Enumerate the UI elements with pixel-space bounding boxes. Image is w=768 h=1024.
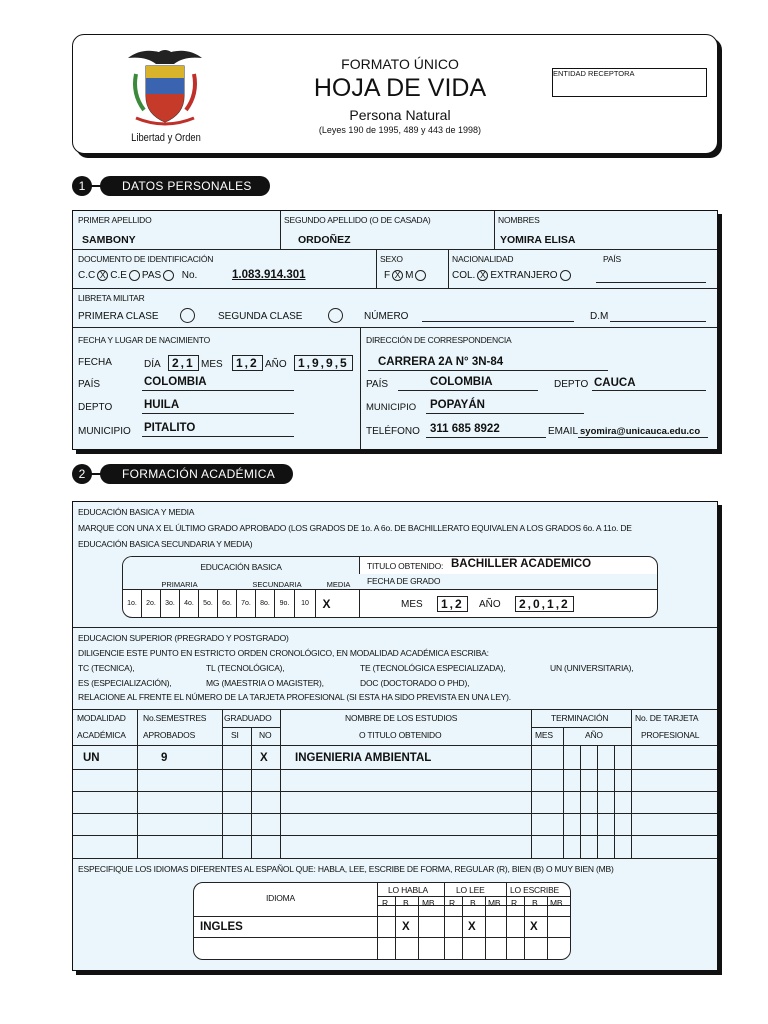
col-graduado: GRADUADO <box>224 713 272 723</box>
idiomas-text: ESPECIFIQUE LOS IDIOMAS DIFERENTES AL ESPAÑOL QUE: HABLA, LEE, ESCRIBE DE FORMA, REGULAR (R), BIEN (B) O MUY BIEN (MB) <box>78 864 614 874</box>
grado-anio-value[interactable]: 2,0,1,2 <box>515 596 574 612</box>
col-profesional: PROFESIONAL <box>641 730 700 740</box>
sexo-label: SEXO <box>380 254 403 264</box>
entidad-receptora-label: ENTIDAD RECEPTORA <box>553 69 635 78</box>
email-label: EMAIL <box>548 426 579 437</box>
superior-line-4: RELACIONE AL FRENTE EL NÚMERO DE LA TARJETA PROFESIONAL (SI ESTA HA SIDO PREVISTA EN UNA LEY). <box>78 692 511 702</box>
segunda-clase-label: SEGUNDA CLASE <box>218 311 303 322</box>
primaria-label: PRIMARIA <box>161 580 198 589</box>
telefono-value[interactable]: 311 685 8922 <box>430 423 500 435</box>
grade-cell[interactable]: 2o. <box>142 589 161 618</box>
col-semestres: No.SEMESTRES <box>143 713 207 723</box>
dia-value[interactable]: 2,1 <box>168 355 199 371</box>
radio-ce[interactable] <box>129 270 140 281</box>
superior-table <box>73 709 717 859</box>
direccion-label: DIRECCIÓN DE CORRESPONDENCIA <box>366 335 512 345</box>
grade-cell[interactable]: 8o. <box>256 589 275 618</box>
media-label: MEDIA <box>326 580 351 589</box>
nombres-label: NOMBRES <box>498 215 540 225</box>
page-subtitle: Persona Natural <box>349 107 451 123</box>
col-terminacion: TERMINACIÓN <box>551 713 609 723</box>
col-no: NO <box>259 730 272 740</box>
anio-value[interactable]: 1,9,9,5 <box>294 355 353 371</box>
formato-label: FORMATO ÚNICO <box>341 56 459 72</box>
coat-of-arms-icon <box>122 44 208 134</box>
mes-label: MES <box>201 359 223 370</box>
dir-municipio-label: MUNICIPIO <box>366 402 417 413</box>
grado-anio-label: AÑO <box>479 599 501 610</box>
row1-semestres[interactable]: 9 <box>161 752 168 764</box>
radio-primera-clase[interactable] <box>180 308 195 323</box>
idioma1-name[interactable]: INGLES <box>200 921 243 933</box>
fecha-label: FECHA <box>78 357 112 368</box>
grade-cell[interactable]: 6o. <box>218 589 237 618</box>
grade-cell[interactable]: 7o. <box>237 589 256 618</box>
anio-label: AÑO <box>265 359 287 370</box>
idioma-header: IDIOMA <box>266 893 296 903</box>
email-value[interactable]: syomira@unicauca.edu.co <box>580 426 701 437</box>
radio-sexo-m[interactable] <box>415 270 426 281</box>
grade-cell[interactable]: 9o. <box>275 589 295 618</box>
col-si: SI <box>231 730 239 740</box>
col-modalidad: MODALIDAD <box>77 713 126 723</box>
modalidad-te: TE (TECNOLÓGICA ESPECIALIZADA), <box>360 663 506 673</box>
dir-depto-value[interactable]: CAUCA <box>594 377 636 389</box>
grade-cell[interactable]: 5o. <box>199 589 218 618</box>
escribe-b: B <box>532 898 538 908</box>
idiomas-table <box>193 882 571 960</box>
grade-cell[interactable]: 4o. <box>180 589 199 618</box>
lo-habla-header: LO HABLA <box>388 885 428 895</box>
pais-nacimiento-value[interactable]: COLOMBIA <box>144 376 207 388</box>
basica-text-2: EDUCACIÓN BASICA SECUNDARIA Y MEDIA) <box>78 539 253 549</box>
idioma1-lee-b[interactable]: X <box>468 921 476 933</box>
escribe-mb: MB <box>550 898 563 908</box>
grade-table <box>122 556 658 618</box>
grado-mes-label: MES <box>401 599 423 610</box>
primera-clase-label: PRIMERA CLASE <box>78 311 159 322</box>
grado-mes-value[interactable]: 1,2 <box>437 596 468 612</box>
depto-nacimiento-value[interactable]: HUILA <box>144 399 180 411</box>
radio-nac-col[interactable]: X <box>477 270 488 281</box>
depto-nacimiento-label: DEPTO <box>78 402 113 413</box>
sexo-options: F X M <box>384 270 428 281</box>
col-aprobados: APROBADOS <box>143 730 196 740</box>
primer-apellido-value[interactable]: SAMBONY <box>82 234 136 246</box>
municipio-nacimiento-value[interactable]: PITALITO <box>144 422 196 434</box>
modalidad-un: UN (UNIVERSITARIA), <box>550 663 634 673</box>
page-title: HOJA DE VIDA <box>313 74 487 102</box>
fecha-grado-label: FECHA DE GRADO <box>367 576 441 586</box>
nacionalidad-label: NACIONALIDAD <box>452 254 514 264</box>
col-nombre: NOMBRE DE LOS ESTUDIOS <box>345 713 458 723</box>
modalidad-tc: TC (TECNICA), <box>78 663 135 673</box>
row1-nombre[interactable]: INGENIERIA AMBIENTAL <box>295 752 432 764</box>
radio-nac-ext[interactable] <box>560 270 571 281</box>
grades-row <box>123 589 360 618</box>
direccion-value[interactable]: CARRERA 2A N° 3N-84 <box>378 356 504 368</box>
numero-field[interactable] <box>422 321 574 322</box>
grade-cell[interactable]: 1o. <box>123 589 142 618</box>
lo-escribe-header: LO ESCRIBE <box>510 885 560 895</box>
habla-r: R <box>382 898 388 908</box>
lo-lee-header: LO LEE <box>456 885 485 895</box>
basica-title: EDUCACIÓN BASICA Y MEDIA <box>78 507 195 517</box>
secundaria-label: SECUNDARIA <box>252 580 302 589</box>
entidad-receptora-field[interactable] <box>552 68 707 97</box>
lee-mb: MB <box>488 898 501 908</box>
col-anio: AÑO <box>585 730 603 740</box>
radio-sexo-f[interactable]: X <box>392 270 403 281</box>
idioma1-escribe-b[interactable]: X <box>530 921 538 933</box>
col-mes: MES <box>535 730 553 740</box>
grade-cell[interactable]: 10 <box>295 589 316 618</box>
superior-line-1: DILIGENCIE ESTE PUNTO EN ESTRICTO ORDEN CRONOLÓGICO, EN MODALIDAD ACADÉMICA ESCRIBA: <box>78 648 489 658</box>
modalidad-es: ES (ESPECIALIZACIÓN), <box>78 678 172 688</box>
dir-municipio-value[interactable]: POPAYÁN <box>430 399 485 411</box>
documento-label: DOCUMENTO DE IDENTIFICACIÓN <box>78 254 214 264</box>
section1-number: 1 <box>72 176 92 196</box>
col-tarjeta: No. DE TARJETA <box>635 713 699 723</box>
habla-mb: MB <box>422 898 435 908</box>
primer-apellido-label: PRIMER APELLIDO <box>78 215 152 225</box>
grade-cell[interactable]: 3o. <box>161 589 180 618</box>
pais-nacionalidad-field[interactable] <box>596 282 706 283</box>
dm-label: D.M <box>590 311 609 322</box>
section2-title: FORMACIÓN ACADÉMICA <box>100 464 293 484</box>
superior-title: EDUCACION SUPERIOR (PREGRADO Y POSTGRADO) <box>78 633 289 643</box>
modalidad-mg: MG (MAESTRIA O MAGISTER), <box>206 678 324 688</box>
telefono-label: TELÉFONO <box>366 426 420 437</box>
lee-r: R <box>449 898 455 908</box>
municipio-nacimiento-label: MUNICIPIO <box>78 426 131 437</box>
section2-number: 2 <box>72 464 92 484</box>
dm-field[interactable] <box>610 321 706 322</box>
dir-pais-label: PAÍS <box>366 379 389 390</box>
escribe-r: R <box>511 898 517 908</box>
row1-graduado-no[interactable]: X <box>260 752 268 764</box>
laws-reference: (Leyes 190 de 1995, 489 y 443 de 1998) <box>318 125 482 135</box>
titulo-obtenido-label: TITULO OBTENIDO: <box>367 561 444 571</box>
numero-label: NÚMERO <box>364 311 409 322</box>
modalidad-tl: TL (TECNOLÓGICA), <box>206 663 285 673</box>
segundo-apellido-label: SEGUNDO APELLIDO (O DE CASADA) <box>284 215 431 225</box>
radio-cc[interactable]: X <box>97 270 108 281</box>
radio-pas[interactable] <box>163 270 174 281</box>
lee-b: B <box>470 898 476 908</box>
pais-label: PAÍS <box>603 254 621 264</box>
edu-basica-label: EDUCACIÓN BASICA <box>200 562 282 572</box>
dia-label: DÍA <box>144 359 161 370</box>
dir-pais-value[interactable]: COLOMBIA <box>430 376 493 388</box>
nombres-value[interactable]: YOMIRA ELISA <box>500 234 576 246</box>
libreta-label: LIBRETA MILITAR <box>78 293 145 303</box>
nacimiento-label: FECHA Y LUGAR DE NACIMIENTO <box>78 335 211 345</box>
modalidad-doc: DOC (DOCTORADO O PHD), <box>360 678 470 688</box>
radio-segunda-clase[interactable] <box>328 308 343 323</box>
dir-depto-label: DEPTO <box>554 379 589 390</box>
habla-b: B <box>403 898 409 908</box>
personal-data-box <box>72 210 718 450</box>
pais-nacimiento-label: PAÍS <box>78 379 101 390</box>
motto: Libertad y Orden <box>131 132 201 144</box>
titulo-obtenido-value[interactable]: BACHILLER ACADEMICO <box>451 558 592 570</box>
mes-value[interactable]: 1,2 <box>232 355 263 371</box>
documento-type-options: C.C X C.E PAS No. <box>78 270 198 282</box>
col-titulo: O TITULO OBTENIDO <box>359 730 442 740</box>
basica-text-1: MARQUE CON UNA X EL ÚLTIMO GRADO APROBADO (LOS GRADOS DE 1o. A 6o. DE BACHILLERATO EQUIVALEN A LOS GRADOS 6o. A 11o. DE <box>78 523 632 533</box>
segundo-apellido-value[interactable]: ORDOÑEZ <box>298 234 351 246</box>
documento-number[interactable]: 1.083.914.301 <box>232 269 306 281</box>
col-academica: ACADÉMICA <box>77 730 126 740</box>
nacionalidad-options: COL. X EXTRANJERO <box>452 270 573 281</box>
section1-title: DATOS PERSONALES <box>100 176 270 196</box>
idioma1-habla-b[interactable]: X <box>402 921 410 933</box>
grade-cell[interactable]: X <box>322 597 331 611</box>
row1-modalidad[interactable]: UN <box>83 752 100 764</box>
